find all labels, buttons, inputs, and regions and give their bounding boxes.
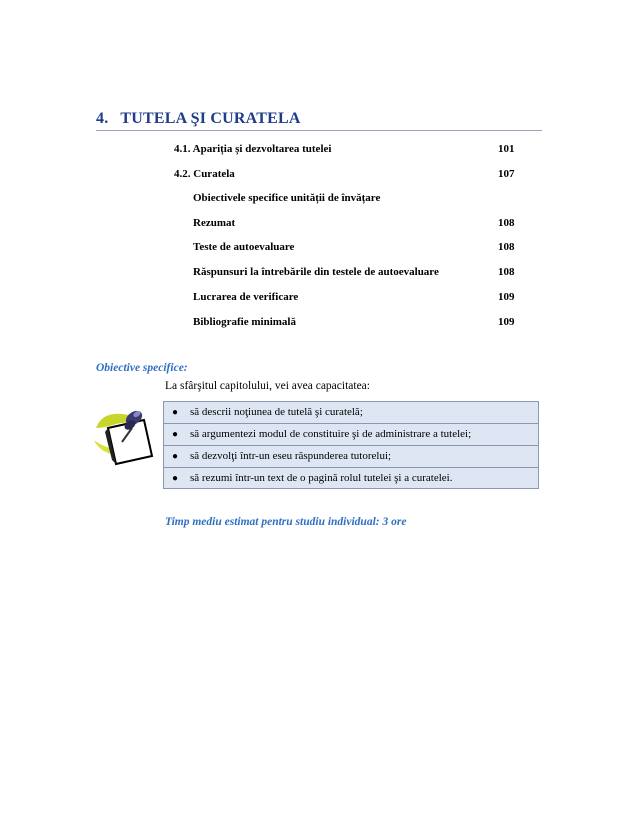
toc-item-page: 108 [498,217,515,229]
toc-item-label[interactable]: Bibliografie minimală [193,316,296,328]
toc-item-label[interactable]: 4.1. Apariția și dezvoltarea tutelei [174,143,332,155]
toc-item-label[interactable]: Obiectivele specifice unității de învățare [193,192,381,204]
toc-item-page: 101 [498,143,515,155]
toc-item-label[interactable]: Rezumat [193,217,236,229]
bullet-icon: ● [172,451,179,462]
objectives-title: Obiective specifice: [96,362,188,374]
toc-item-page: 109 [498,291,515,303]
objective-text: să rezumi într-un text de o pagină rolul tutelei şi a curatelei. [190,472,453,484]
objective-item [164,468,538,490]
toc-item-page: 109 [498,316,515,328]
objective-item [164,446,538,468]
objectives-intro: La sfârşitul capitolului, vei avea capacitatea: [165,380,370,392]
estimated-study-time: Timp mediu estimat pentru studiu individual: 3 ore [165,516,407,528]
chapter-heading [96,110,542,131]
chapter-title: TUTELA ŞI CURATELA [120,110,301,127]
objective-text: să descrii noţiunea de tutelă şi curatelă; [190,406,363,418]
chapter-number: 4. [96,110,109,127]
toc-item-page: 107 [498,168,515,180]
toc-item-label[interactable]: 4.2. Curatela [174,168,235,180]
objectives-list [163,401,539,489]
push-pin-note-icon [92,398,160,468]
objective-item [164,424,538,446]
toc-item-label[interactable]: Răspunsuri la întrebările din testele de autoevaluare [193,266,439,278]
objective-item [164,402,538,424]
bullet-icon: ● [172,429,179,440]
toc-item-label[interactable]: Lucrarea de verificare [193,291,299,303]
objective-text: să dezvolţi într-un eseu răspunderea tutorelui; [190,450,392,462]
objective-text: să argumentezi modul de constituire şi de administrare a tutelei; [190,428,472,440]
bullet-icon: ● [172,473,179,484]
bullet-icon: ● [172,407,179,418]
toc-item-page: 108 [498,241,515,253]
toc-item-page: 108 [498,266,515,278]
toc-item-label[interactable]: Teste de autoevaluare [193,241,295,253]
